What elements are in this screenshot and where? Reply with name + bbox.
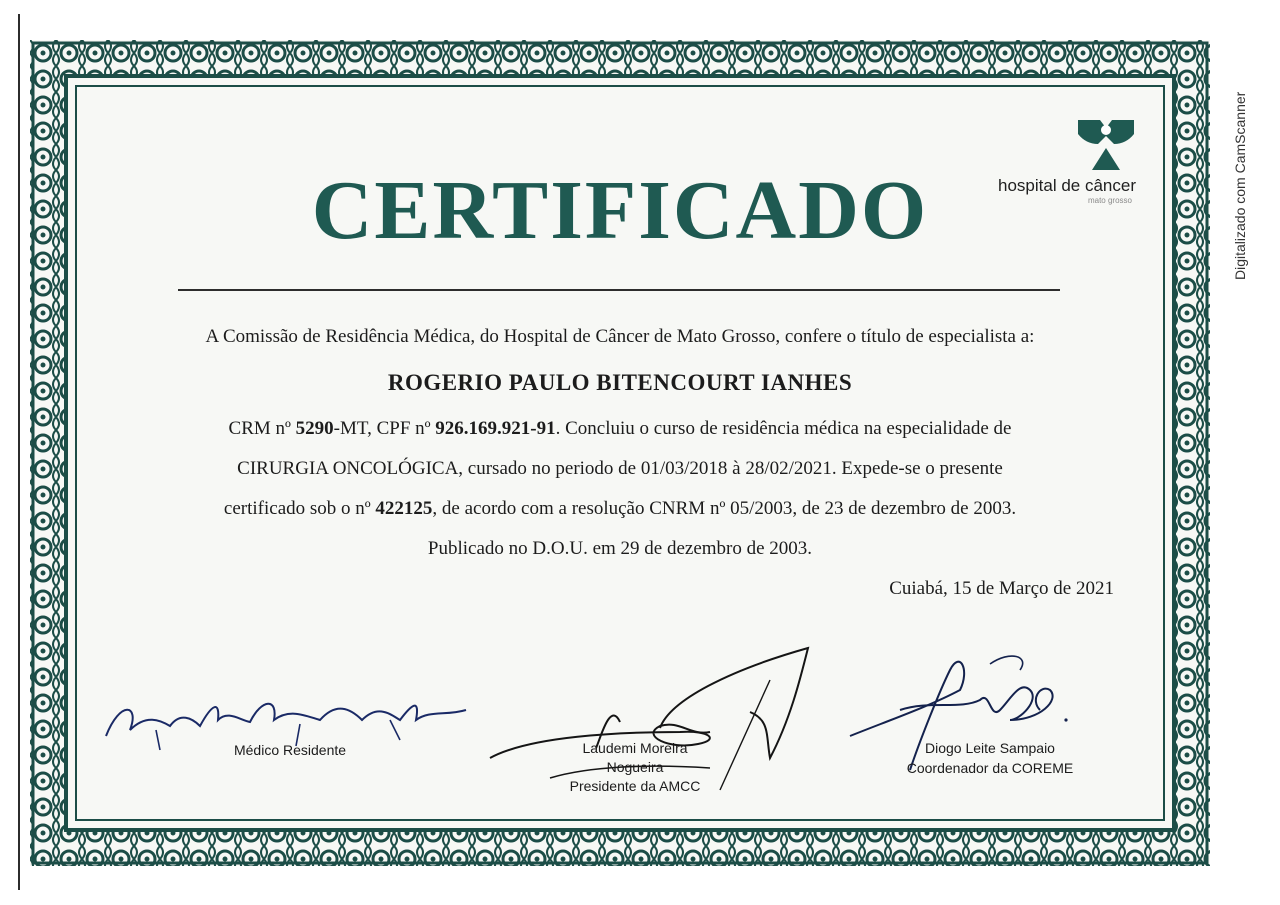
- signature-label-president-name-2: Nogueira: [606, 759, 664, 775]
- signature-president: [470, 640, 820, 800]
- signature-label-president-role: Presidente da AMCC: [569, 778, 701, 794]
- body-line-1: [0, 418, 1240, 440]
- crm-number: 5290: [295, 418, 334, 439]
- certificate-number-prefix: certificado sob o nº: [223, 498, 376, 519]
- body-line-1-rest: . Concluiu o curso de residência médica na especialidade de: [555, 418, 1012, 439]
- logo-subtitle: mato grosso: [1087, 196, 1132, 205]
- body-line-2: CIRURGIA ONCOLÓGICA, cursado no periodo de 01/03/2018 à 28/02/2021. Expede-se o presente: [237, 458, 1003, 479]
- intro-text: A Comissão de Residência Médica, do Hospital de Câncer de Mato Grosso, confere o título de especialista a:: [205, 326, 1035, 347]
- body-line-3: [0, 498, 1240, 520]
- cpf-number: 926.169.921-91: [435, 418, 556, 439]
- certificate-title: CERTIFICADO: [311, 164, 929, 257]
- place-date: Cuiabá, 15 de Março de 2021: [889, 578, 1114, 599]
- signature-label-president-name-1: Laudemi Moreira: [582, 740, 688, 756]
- signature-label-coordinator-name: Diogo Leite Sampaio: [925, 740, 1055, 756]
- logo-name: hospital de câncer: [998, 176, 1136, 195]
- signature-coordinator: [840, 640, 1080, 780]
- publication-line: Publicado no D.O.U. em 29 de dezembro de 2003.: [427, 538, 813, 559]
- hospital-logo: [984, 118, 1144, 208]
- signature-label-resident: Médico Residente: [233, 742, 347, 758]
- body-line-3-rest: , de acordo com a resolução CNRM nº 05/2003, de 23 de dezembro de 2003.: [432, 498, 1017, 519]
- crm-suffix: -MT, CPF nº: [333, 418, 436, 439]
- title-divider: [178, 289, 1060, 291]
- crm-prefix: CRM nº: [228, 418, 296, 439]
- scanner-watermark: Digitalizado com CamScanner: [1232, 91, 1248, 280]
- page-edge: [18, 14, 20, 890]
- signature-label-coordinator-role: Coordenador da COREME: [906, 760, 1074, 776]
- hospital-logo-icon: [1076, 118, 1136, 172]
- recipient-name: ROGERIO PAULO BITENCOURT IANHES: [387, 370, 853, 395]
- certificate-number: 422125: [375, 498, 433, 519]
